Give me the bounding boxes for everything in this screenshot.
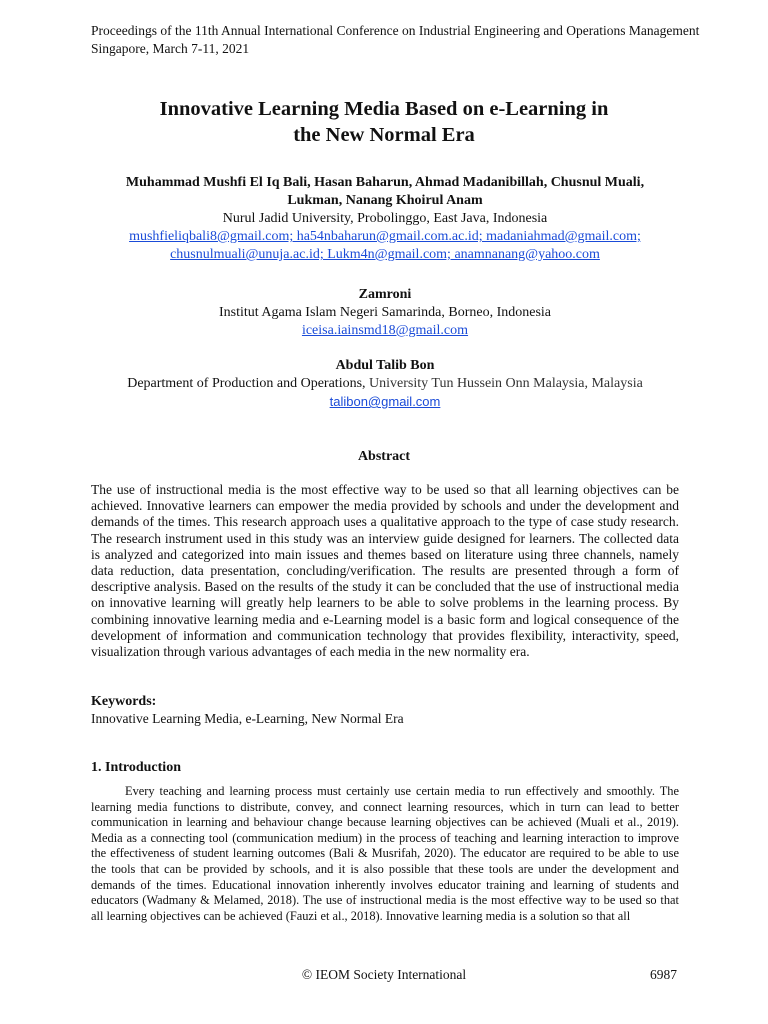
affiliation-department: Department of Production and Operations, [127, 376, 366, 391]
introduction-text: Every teaching and learning process must certainly use certain media to run effectively and smoothly. The learning media functions to distribute, convey, and connect learning resources, which in turn can lead to better communication in learning and behaviour change because learning objectives can be achieved (Muali et al., 2019). Media as a connecting tool (communication medium) in the process of teaching and learning interaction to improve the effectiveness of student learning outcomes (Bali & Musrifah, 2020). The educator are required to be able to use the tools that can be provided by schools, and it is also possible that these tools are under the development and demands of the times. Educational innovation inherently involves educator training and learning of students and educators (Wadmany & Melamed, 2018). The use of instructional media is the most effective way to be used so that all learning objectives can be achieved (Fauzi et al., 2018). Innovative learning media is a solution so that all [91, 784, 679, 923]
author-name: Abdul Talib Bon [335, 358, 435, 373]
author-emails-line-1[interactable]: mushfieliqbali8@gmail.com; ha54nbaharun@gmail.com.ac.id; madaniahmad@gmail.com; [129, 229, 641, 244]
page-number: 6987 [650, 967, 677, 982]
proceedings-header [91, 22, 699, 58]
introduction-section [91, 784, 679, 924]
abstract-text: The use of instructional media is the most effective way to be used so that all learning objectives can be achieved. Innovative learners can empower the media provided by schools and under the development and demands of the times. This research approach uses a qualitative approach to the type of case study research. The research instrument used in this study was an interview guide designed for learners. The collected data is analyzed and categorized into main issues and themes based on literature using three channels, namely data reduction, data presentation, concluding/verification. The results are presented through a form of descriptive analysis. Based on the results of the study it can be concluded that the use of instructional media on innovative learning will greatly help learners to be able to solve problems in the learning process. By combining innovative learning media and e-Learning model is a basic form and logical consequence of the development of information and communication technology that provides flexibility, interactivity, speed, visualization through various advantages of each media in the new normality era. [91, 482, 679, 660]
author-names-line-1: Muhammad Mushfi El Iq Bali, Hasan Baharun, Ahmad Madanibillah, Chusnul Muali, [125, 175, 645, 190]
author-names-line-2: Lukman, Nanang Khoirul Anam [287, 193, 483, 208]
paper-title-line-2: the New Normal Era [293, 124, 475, 146]
introduction-heading: 1. Introduction [91, 760, 181, 775]
conference-location-date: Singapore, March 7-11, 2021 [91, 41, 250, 56]
author-email[interactable]: talibon@gmail.com [329, 394, 441, 409]
paper-title [0, 96, 768, 148]
keywords-heading: Keywords: [91, 694, 157, 709]
author-email[interactable]: iceisa.iainsmd18@gmail.com [301, 323, 469, 338]
author-affiliation: Institut Agama Islam Negeri Samarinda, Borneo, Indonesia [218, 305, 552, 320]
author-block-3 [91, 357, 679, 411]
author-affiliation: Nurul Jadid University, Probolinggo, East Java, Indonesia [222, 211, 548, 226]
author-block-2 [91, 286, 679, 340]
keywords-text: Innovative Learning Media, e-Learning, New Normal Era [91, 711, 404, 726]
author-name: Zamroni [358, 287, 412, 302]
copyright-notice: © IEOM Society International [301, 967, 467, 982]
author-affiliation [91, 375, 679, 393]
affiliation-university: University Tun Hussein Onn Malaysia, Malaysia [365, 376, 643, 391]
proceedings-title: Proceedings of the 11th Annual International Conference on Industrial Engineering and Operations Management [91, 23, 700, 38]
author-emails-line-2[interactable]: chusnulmuali@unuja.ac.id; Lukm4n@gmail.com; anamnanang@yahoo.com [170, 247, 600, 262]
author-block-1 [91, 174, 679, 264]
abstract-heading: Abstract [357, 449, 411, 464]
paper-title-line-1: Innovative Learning Media Based on e-Learning in [159, 98, 609, 120]
